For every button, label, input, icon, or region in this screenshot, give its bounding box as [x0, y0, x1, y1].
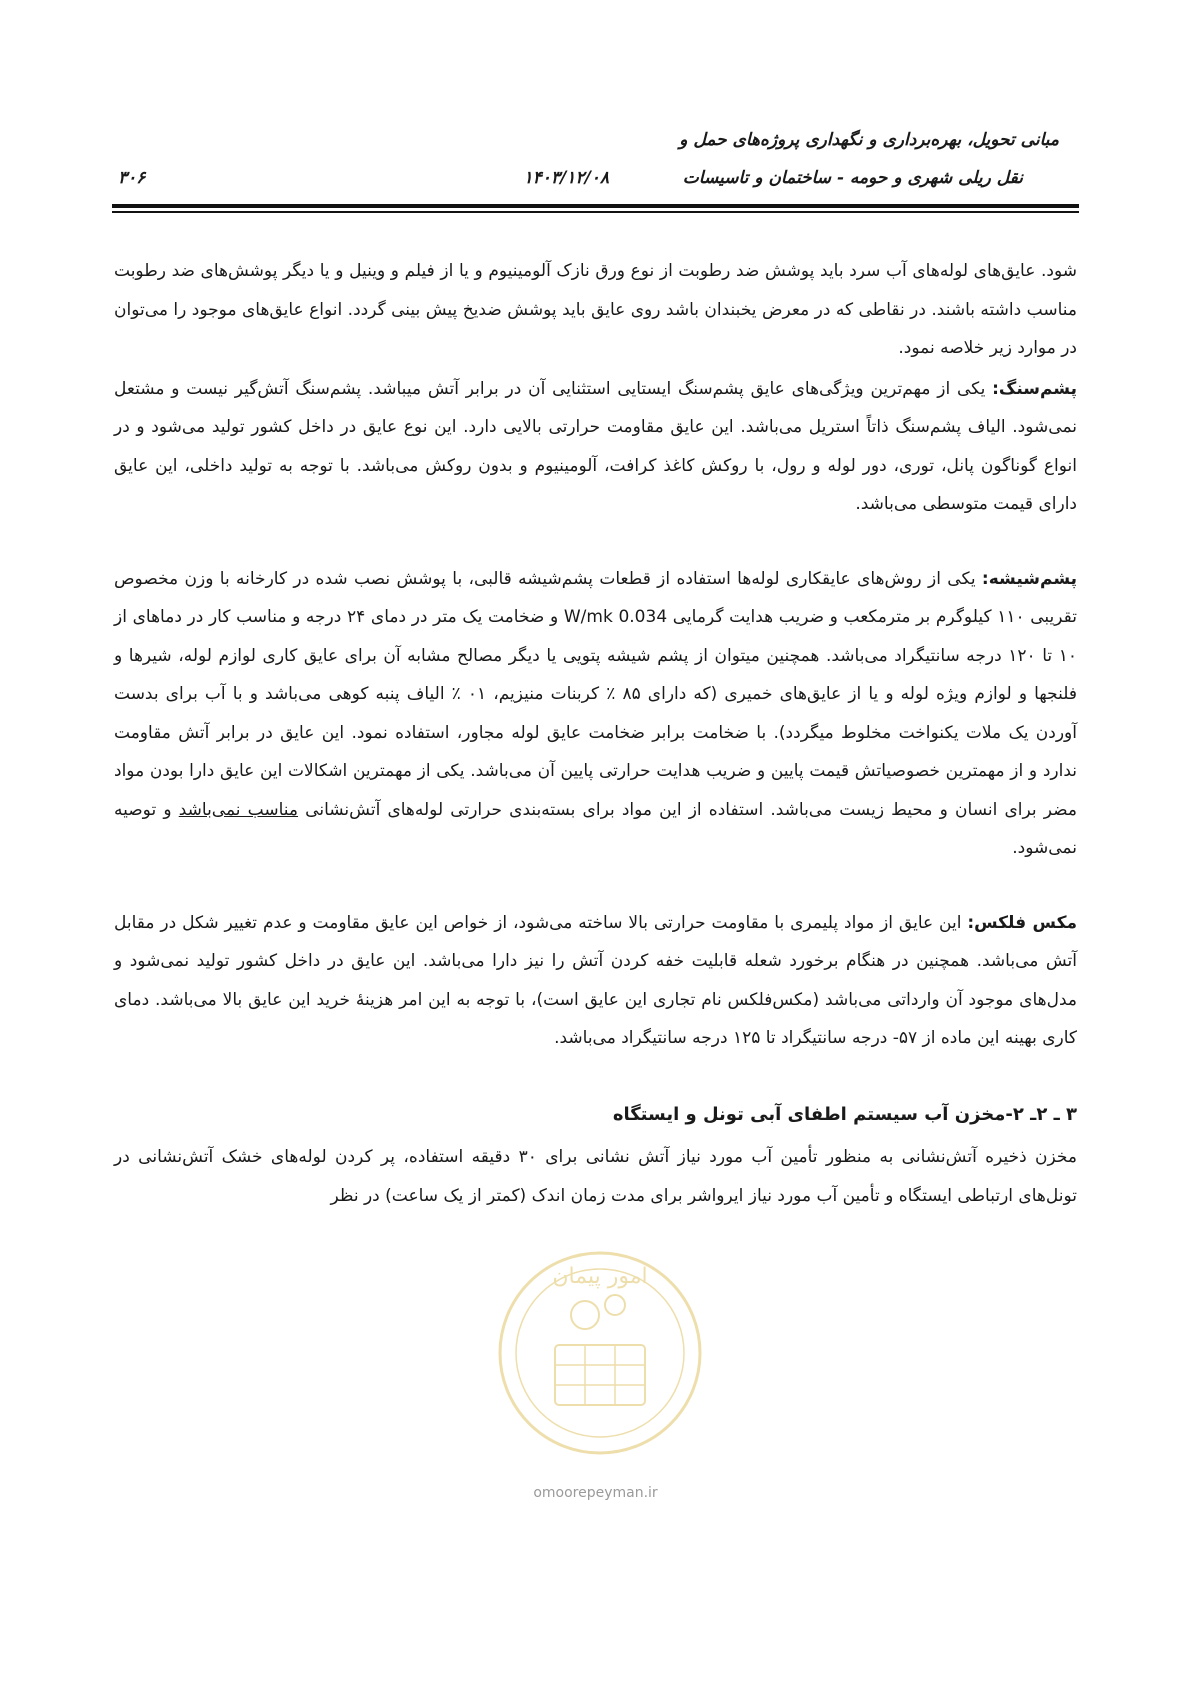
spacer [114, 868, 1077, 904]
watermark-logo [485, 1235, 715, 1505]
header-title-line1: مبانی تحویل، بهره‌برداری و نگهداری پروژه‌های حمل و [679, 130, 1059, 150]
watermark-logo-text: امور پیمان [552, 1264, 648, 1289]
page-number: ۳۰۶ [118, 168, 146, 188]
rockwool-label: پشم‌سنگ: [992, 378, 1077, 399]
maxflex-text: این عایق از مواد پلیمری با مقاومت حرارتی بالا ساخته می‌شود، از خواص این عایق مقاومت و عدم تغییر شکل در مقابل آتش می‌باشد. همچنین در هنگام برخورد شعله قابلیت خفه کردن آتش را نیز دارا می‌باشد. این عایق در داخل کشور تولید نمی‌شود و مدل‌های موجود آن وارداتی می‌باشد (مکس‌فلکس نام تجاری این عایق است)، با توجه به این امر هزینهٔ خرید این عایق بالا می‌باشد. دمای کاری بهینه این ماده از ۵۷- درجه سانتیگراد تا ۱۲۵ درجه سانتیگراد می‌باشد. [114, 912, 1077, 1048]
section-heading: ۳ ـ ۲ـ ۲-مخزن آب سیستم اطفای آبی تونل و ایستگاه [612, 1103, 1077, 1125]
maxflex-label: مکس فلکس: [967, 912, 1077, 933]
header-date: ۱۴۰۳/۱۲/۰۸ [523, 168, 609, 188]
glasswool-text-before: یکی از روش‌های عایقکاری لوله‌ها استفاده از قطعات پشم‌شیشه قالبی، با پوشش نصب شده در کارخانه با وزن مخصوص تقریبی ۱۱۰ کیلوگرم بر مترمکعب و ضریب هدایت گرمایی W/mk 0.034 و ضخامت یک متر در دمای ۲۴ درجه و مناسب کار در دماهای از ۱۰ تا ۱۲۰ درجه سانتیگراد می‌باشد. همچنین میتوان از پشم شیشه پتویی یا دیگر مصالح مشابه آن برای عایق کاری لوازم لوله، شیرها و فلنجها و لوازم ویژه لوله و یا از عایق‌های خمیری (که دارای ۸۵ ٪ کربنات منیزیم، ۰۱ ٪ الیاف پنبه کوهی می‌باشد و با آب برای بدست آوردن یک ملات یکنواخت مخلوط میگردد). با ضخامت برابر ضخامت عایق لوله مجاور، استفاده نمود. این عایق در برابر آتش مقاومت ندارد و از مهمترین خصوصیاتش قیمت پایین و ضریب هدایت حرارتی پایین آن می‌باشد. یکی از مهمترین اشکالات این عایق دارا بودن مواد مضر برای انسان و محیط زیست می‌باشد. استفاده از این مواد برای بسته‌بندی حرارتی لوله‌های آتش‌نشانی [114, 568, 1077, 820]
rockwool-text: یکی از مهم‌ترین ویژگی‌های عایق پشم‌سنگ ایستایی استثنایی آن در برابر آتش میباشد. پشم‌سنگ آتش‌گیر نیست و مشتعل نمی‌شود. الیاف پشم‌سنگ ذاتاً استریل می‌باشد. این عایق مقاومت حرارتی بالایی دارد. این نوع عایق در داخل کشور تولید می‌شود و در انواع گوناگون پانل، توری، دور لوله و رول، با روکش کاغذ کرافت، آلومینیوم و بدون روکش می‌باشد. با توجه به تولید داخلی، این عایق دارای قیمت متوسطی می‌باشد. [114, 378, 1077, 514]
section-paragraph: مخزن ذخیره آتش‌نشانی به منظور تأمین آب مورد نیاز آتش نشانی برای ۳۰ دقیقه استفاده، پر کردن لوله‌های خشک آتش‌نشانی در تونل‌های ارتباطی ایستگاه و تأمین آب مورد نیاز ایرواشر برای مدت زمان اندک (کمتر از یک ساعت) در نظر [114, 1147, 1077, 1206]
intro-paragraph: شود. عایق‌های لوله‌های آب سرد باید پوشش ضد رطوبت از نوع ورق نازک آلومینیوم و یا از فیلم و وینیل و یا دیگر پوشش‌های ضد رطوبت مناسب داشته باشند. در نقاطی که در معرض یخبندان باشد روی عایق باید پوشش ضدیخ پیش بینی گردد. انواع عایق‌های موجود را می‌توان در موارد زیر خلاصه نمود. [114, 261, 1077, 358]
header-title-line2: نقل ریلی شهری و حومه - ساختمان و تاسیسات [682, 168, 1023, 188]
body-content [114, 252, 1077, 1215]
glasswool-paragraph [114, 560, 1077, 868]
page-header [112, 120, 1079, 208]
glasswool-label: پشم‌شیشه: [981, 568, 1077, 589]
maxflex-paragraph [114, 904, 1077, 1058]
header-rule-thin [112, 211, 1079, 213]
spacer [114, 524, 1077, 560]
watermark-site: omoorepeyman.ir [533, 1485, 658, 1501]
glasswool-text-after: و توصیه نمی‌شود. [114, 799, 1077, 858]
rockwool-paragraph [114, 370, 1077, 524]
glasswool-underlined: مناسب نمی‌باشد [178, 799, 299, 820]
header-rule-thick [112, 204, 1079, 208]
